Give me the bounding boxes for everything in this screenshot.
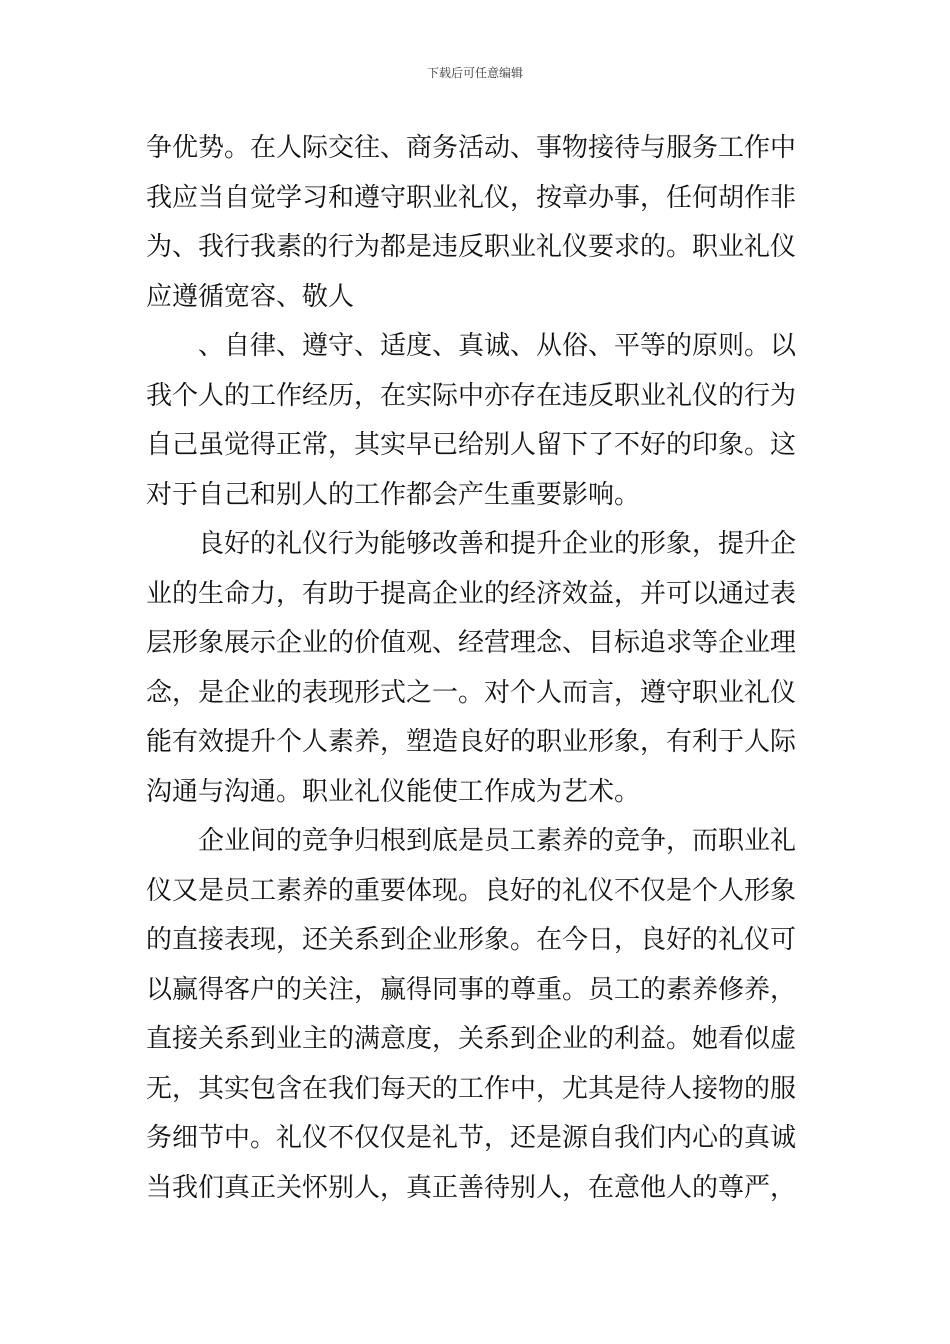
document-body [146,124,810,1213]
text-line: 沟通与沟通。职业礼仪能使工作成为艺术。 [146,776,641,807]
text-line: 能有效提升个人素养，塑造良好的职业形象，有利于人际 [146,727,797,757]
text-line: 争优势。在人际交往、商务活动、事物接待与服务工作中 [146,133,797,163]
text-line: 对于自己和别人的工作都会产生重要影响。 [146,479,641,510]
text-line: 当我们真正关怀别人，真正善待别人，在意他人的尊严， [146,1172,797,1203]
text-line: 良好的礼仪行为能够改善和提升企业的形象，提升企 [198,529,797,559]
text-line: 业的生命力，有助于提高企业的经济效益，并可以通过表 [146,578,797,609]
text-line: 为、我行我素的行为都是违反职业礼仪要求的。职业礼仪 [146,232,797,262]
page-header: 下载后可任意编辑 [426,66,523,80]
text-line: 层形象展示企业的价值观、经营理念、目标追求等企业理 [146,628,797,658]
text-line: 我个人的工作经历，在实际中亦存在违反职业礼仪的行为 [146,380,797,411]
text-line: 我应当自觉学习和遵守职业礼仪，按章办事，任何胡作非 [146,182,797,213]
text-line: 直接关系到业主的满意度，关系到企业的利益。她看似虚 [146,1024,797,1054]
text-line: 以赢得客户的关注，赢得同事的尊重。员工的素养修养， [146,974,797,1005]
text-line: 仪又是员工素养的重要体现。良好的礼仪不仅是个人形象 [146,875,797,906]
text-line: 的直接表现，还关系到企业形象。在今日，良好的礼仪可 [146,925,797,955]
text-line: 企业间的竞争归根到底是员工素养的竞争，而职业礼 [198,826,797,856]
text-line: 务细节中。礼仪不仅仅是礼节，还是源自我们内心的真诚 [146,1123,797,1153]
text-line: 无，其实包含在我们每天的工作中，尤其是待人接物的服 [146,1073,797,1104]
text-line: 自己虽觉得正常，其实早已给别人留下了不好的印象。这 [146,430,797,460]
text-line: 、自律、遵守、适度、真诚、从俗、平等的原则。以 [198,331,797,361]
text-line: 应遵循宽容、敬人 [146,281,355,312]
text-line: 念，是企业的表现形式之一。对个人而言，遵守职业礼仪 [146,677,797,708]
